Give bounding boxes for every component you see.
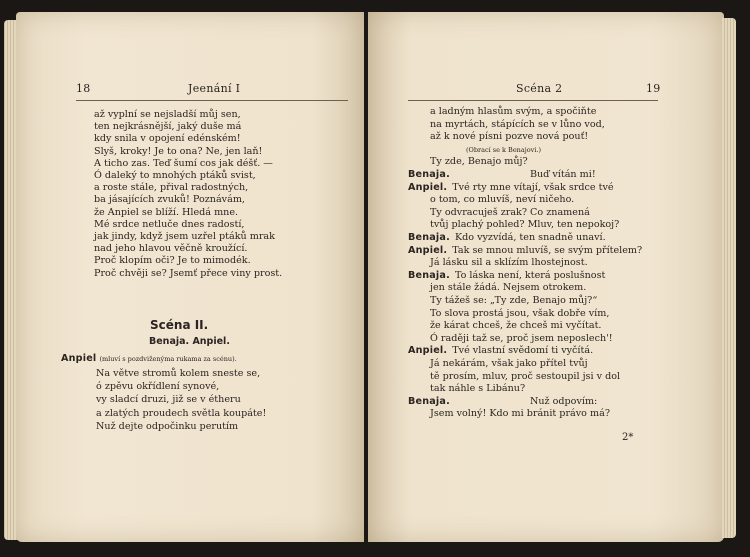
verse-line: až vyplní se nejsladší můj sen, <box>94 109 241 120</box>
verse-line: a roste stále, přival radostných, <box>94 182 249 194</box>
dialogue-line <box>430 257 588 269</box>
dialogue-line <box>430 371 620 383</box>
header-rule-left <box>76 100 348 101</box>
dialogue-text: Tak se mnou mluvíš, se svým přítelem? <box>452 244 643 256</box>
dialogue-line <box>430 131 588 143</box>
verse-line: a zlatých proudech světla koupáte! <box>96 407 267 419</box>
dialogue-text: Ty zde, Benajo můj? <box>430 156 528 168</box>
dialogue-text: tvůj plachý pohled? Mluv, ten nepokoj? <box>430 219 620 231</box>
verse-line: Nuž dejte odpočinku perutím <box>96 420 239 432</box>
dialogue-text: Já nekárám, však jako přítel tvůj <box>430 358 588 369</box>
verse-line: že Anpiel se blíží. Hledá mne. <box>94 206 239 218</box>
dialogue-text: Tvé rty mne vítají, však srdce tvé <box>452 181 614 193</box>
dialogue-line <box>408 270 605 282</box>
dialogue-text: Tvé vlastní svědomí ti vyčítá. <box>452 345 594 357</box>
verse-line: jak jindy, když jsem uzřel ptáků mrak <box>94 231 275 242</box>
dialogue-line <box>408 345 593 357</box>
dialogue-line <box>408 245 642 257</box>
verse-line: Proč klopím oči? Je to mimodék. <box>94 255 251 267</box>
speaker-name: Anpiel. <box>408 181 448 193</box>
verse-line: nad jeho hlavou věčně kroužící. <box>94 243 248 255</box>
verse-line: Proč chvěji se? Jsemť přece viny prost. <box>94 267 283 279</box>
dialogue-line <box>430 308 609 320</box>
verse-line: Ó daleký to mnohých ptáků svist, <box>94 170 256 181</box>
right-page <box>368 12 724 542</box>
verse-line: ba jásajících zvuků! Poznávám, <box>94 194 245 206</box>
speaker-line <box>61 353 237 365</box>
dialogue-line <box>430 106 596 118</box>
speaker-name: Anpiel. <box>408 345 448 357</box>
dialogue-text: jen stále žádá. Nejsem otrokem. <box>430 282 587 294</box>
speaker-name: Anpiel. <box>408 244 448 256</box>
dialogue-line <box>430 207 590 219</box>
verse-line: Mé srdce netluče dnes radostí, <box>94 218 245 230</box>
dialogue-line <box>408 396 597 408</box>
signature-mark: 2* <box>622 432 634 443</box>
verse-line: ó zpěvu okřídlení synové, <box>96 381 220 393</box>
stage-direction: (Obrací se k Benajovi.) <box>466 145 542 154</box>
dialogue-text: Já lásku sil a sklízím lhostejnost. <box>430 257 588 269</box>
dialogue-line <box>430 194 574 206</box>
verse-line: vy sladcí druzi, již se v étheru <box>96 394 241 406</box>
dialogue-text: a ladným hlasům svým, a spočiňte <box>430 106 597 117</box>
dialogue-line <box>430 383 525 395</box>
dialogue-text: až k nové písni pozve nová pouť! <box>430 131 589 143</box>
dialogue-line <box>430 358 588 370</box>
dialogue-line <box>430 408 610 420</box>
dialogue-line <box>430 156 528 168</box>
speaker-name: Benaja. <box>408 169 450 180</box>
scene-characters: Benaja. Anpiel. <box>149 336 230 347</box>
dialogue-line <box>430 219 619 231</box>
dialogue-line <box>430 119 605 131</box>
stage-direction: (mluví s pozdviženýma rukama za scénu). <box>99 355 237 363</box>
verse-line: ten nejkrásnější, jaký duše má <box>94 121 242 133</box>
dialogue-line <box>430 295 597 307</box>
dialogue-text: Buď vítán mi! <box>529 169 596 180</box>
verse-line: kdy snila v opojení edénském! <box>94 133 241 145</box>
dialogue-text: Ty tážeš se: „Ty zde, Benajo můj?“ <box>430 295 598 306</box>
dialogue-text: Ty odvracuješ zrak? Co znamená <box>430 206 590 218</box>
running-title-right: Scéna 2 <box>516 82 563 95</box>
left-page <box>16 12 364 542</box>
verse-line: Na větve stromů kolem sneste se, <box>96 368 261 379</box>
dialogue-line <box>430 333 613 345</box>
dialogue-line <box>408 232 606 244</box>
dialogue-text: na myrtách, stápících se v lůno vod, <box>430 118 605 130</box>
right-page-edges <box>722 18 736 538</box>
dialogue-text: o tom, co mluvíš, neví ničeho. <box>430 194 575 206</box>
dialogue-text: Ó raději taž se, proč jsem neposlech'! <box>430 332 613 344</box>
dialogue-line <box>466 144 541 156</box>
running-title-left: Jeenání I <box>188 82 241 95</box>
header-rule-right <box>408 100 658 101</box>
dialogue-text: To slova prostá jsou, však dobře vím, <box>430 307 610 319</box>
dialogue-line <box>430 320 601 332</box>
dialogue-text: Jsem volný! Kdo mi bránit právo má? <box>430 408 610 420</box>
dialogue-text: Kdo vyzvídá, ten snadně unaví. <box>454 232 606 243</box>
speaker-name: Benaja. <box>408 269 450 281</box>
dialogue-text: Nuž odpovím: <box>529 395 598 407</box>
speaker-name: Benaja. <box>408 395 450 407</box>
dialogue-text: že kárat chceš, že chceš mi vyčítat. <box>430 320 602 332</box>
dialogue-line <box>408 182 614 194</box>
dialogue-text: tě prosím, mluv, proč sestoupil jsi v dol <box>430 370 621 382</box>
dialogue-text: To láska není, která poslušnost <box>454 269 606 281</box>
page-number-left: 18 <box>76 82 91 95</box>
speaker-name: Benaja. <box>408 232 450 243</box>
verse-line: Slyš, kroky! Je to ona? Ne, jen laň! <box>94 145 263 157</box>
dialogue-line <box>408 169 596 181</box>
speaker-name: Anpiel <box>61 353 97 364</box>
dialogue-text: tak náhle s Libánu? <box>430 383 526 395</box>
dialogue-line <box>430 282 586 294</box>
page-number-right: 19 <box>646 82 661 95</box>
scene-title: Scéna II. <box>150 318 209 332</box>
verse-line: A ticho zas. Teď šumí cos jak déšť. — <box>94 157 273 169</box>
